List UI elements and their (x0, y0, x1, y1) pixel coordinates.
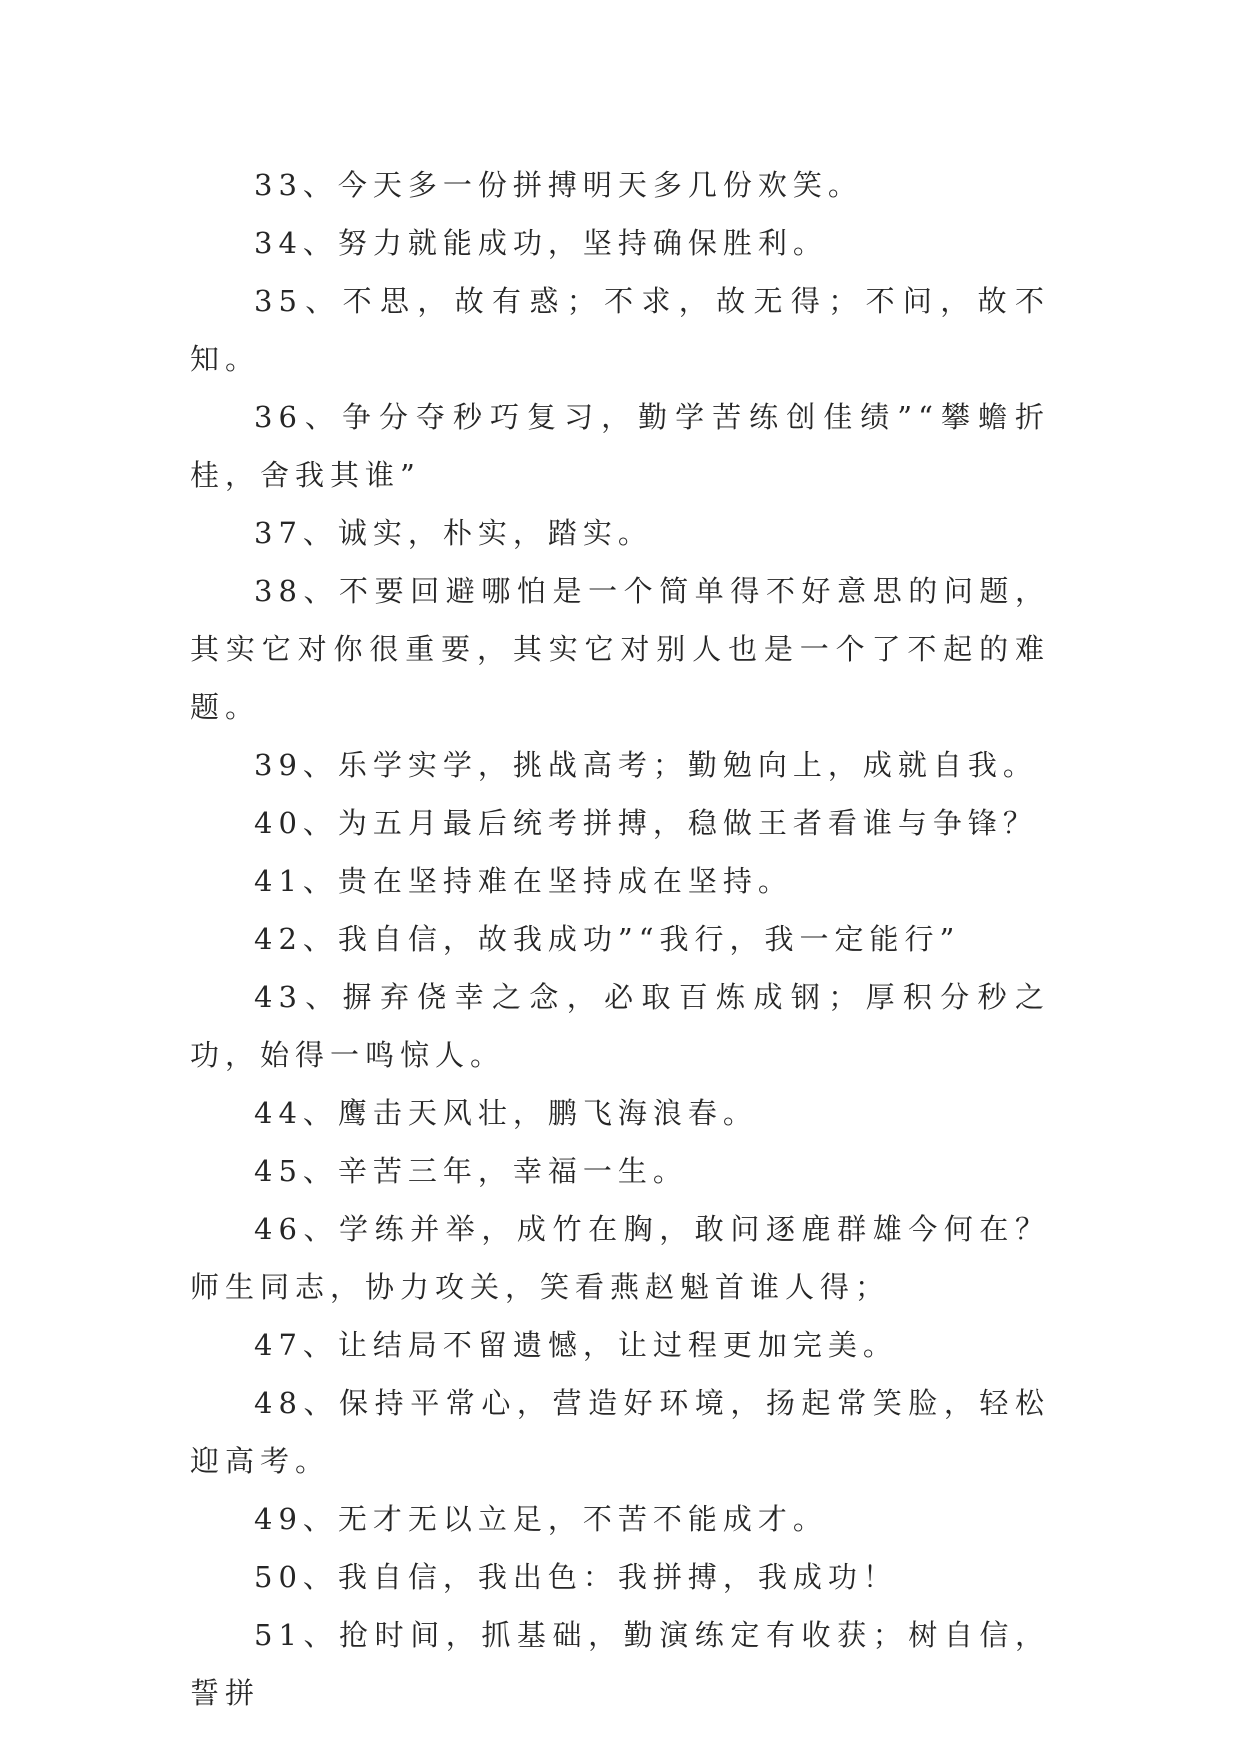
paragraph-48: 48、保持平常心，营造好环境，扬起常笑脸，轻松迎高考。 (190, 1386, 1050, 1478)
paragraph-50: 50、我自信，我出色：我拼搏，我成功！ (254, 1560, 898, 1594)
paragraph-35: 35、不思，故有惑；不求，故无得；不问，故不知。 (190, 284, 1050, 376)
paragraph-37: 37、诚实，朴实，踏实。 (254, 516, 653, 550)
document-body (190, 156, 1050, 1722)
paragraph-41: 41、贵在坚持难在坚持成在坚持。 (254, 864, 793, 898)
paragraph-46: 46、学练并举，成竹在胸，敢问逐鹿群雄今何在？师生同志，协力攻关，笑看燕赵魁首谁人得； (190, 1212, 1050, 1304)
paragraph-51: 51、抢时间，抓基础，勤演练定有收获；树自信，誓拼 (190, 1618, 1050, 1710)
paragraph-44: 44、鹰击天风壮，鹏飞海浪春。 (254, 1096, 758, 1130)
paragraph-43: 43、摒弃侥幸之念，必取百炼成钢；厚积分秒之功，始得一鸣惊人。 (190, 980, 1050, 1072)
paragraph-34: 34、努力就能成功，坚持确保胜利。 (254, 226, 828, 260)
paragraph-40: 40、为五月最后统考拼搏，稳做王者看谁与争锋？ (254, 806, 1038, 840)
paragraph-33: 33、今天多一份拼搏明天多几份欢笑。 (254, 168, 863, 202)
paragraph-45: 45、辛苦三年，幸福一生。 (254, 1154, 688, 1188)
paragraph-36: 36、争分夺秒巧复习，勤学苦练创佳绩”“攀蟾折桂，舍我其谁” (190, 400, 1050, 492)
paragraph-47: 47、让结局不留遗憾，让过程更加完美。 (254, 1328, 898, 1362)
paragraph-38: 38、不要回避哪怕是一个简单得不好意思的问题，其实它对你很重要，其实它对别人也是一个了不起的难题。 (190, 574, 1050, 724)
paragraph-49: 49、无才无以立足，不苦不能成才。 (254, 1502, 828, 1536)
paragraph-39: 39、乐学实学，挑战高考；勤勉向上，成就自我。 (254, 748, 1038, 782)
paragraph-42: 42、我自信，故我成功”“我行，我一定能行” (254, 922, 961, 956)
